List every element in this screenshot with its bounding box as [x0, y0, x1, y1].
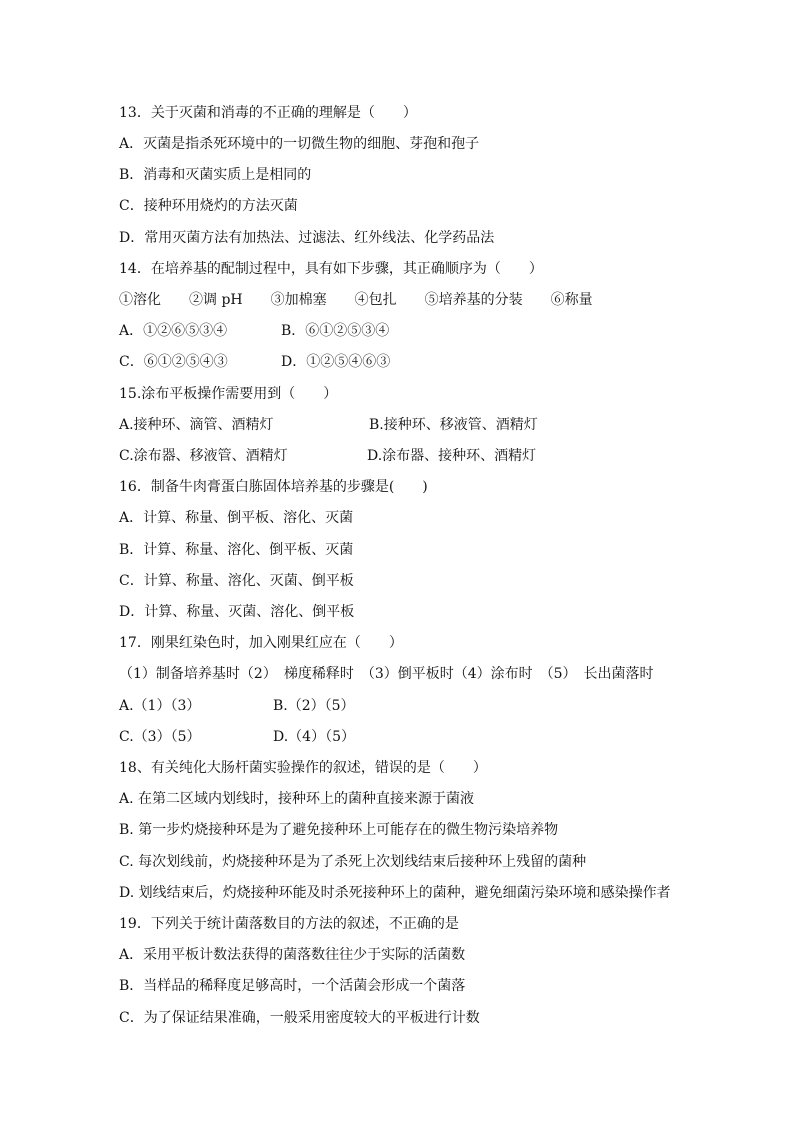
question-17-option-d: D.（4）（5） [273, 729, 355, 745]
question-17-option-b: B.（2）（5） [273, 698, 355, 714]
question-19-stem: 19．下列关于统计菌落数目的方法的叙述，不正确的是 [119, 916, 459, 932]
question-15-option-c: C.涂布器、移液管、酒精灯 [119, 448, 288, 464]
question-16-stem: 16．制备牛肉膏蛋白胨固体培养基的步骤是( ) [119, 479, 428, 495]
question-13-stem: 13．关于灭菌和消毒的不正确的理解是（ ） [119, 105, 417, 121]
question-17-option-c: C.（3）（5） [119, 729, 201, 745]
question-16-option-d: D．计算、称量、灭菌、溶化、倒平板 [119, 604, 355, 620]
question-15-option-b: B.接种环、移液管、酒精灯 [369, 417, 538, 433]
question-18-option-a: A. 在第二区域内划线时，接种环上的菌种直接来源于菌液 [119, 791, 475, 807]
question-14-option-d: D．①②⑤④⑥③ [281, 354, 391, 370]
question-18-option-c: C. 每次划线前，灼烧接种环是为了杀死上次划线结束后接种环上残留的菌种 [119, 854, 587, 870]
question-17-option-a: A.（1）（3） [119, 698, 201, 714]
question-19-option-b: B．当样品的稀释度足够高时，一个活菌会形成一个菌落 [119, 978, 466, 994]
question-13-option-d: D．常用灭菌方法有加热法、过滤法、红外线法、化学药品法 [119, 230, 495, 246]
question-18-stem: 18、有关纯化大肠杆菌实验操作的叙述，错误的是（ ） [119, 760, 487, 776]
question-14-option-a: A．①②⑥⑤③④ [119, 323, 228, 339]
question-16-option-c: C．计算、称量、溶化、灭菌、倒平板 [119, 573, 354, 589]
question-13-option-c: C．接种环用烧灼的方法灭菌 [119, 198, 298, 214]
question-15-option-a: A.接种环、滴管、酒精灯 [119, 417, 274, 433]
question-15-option-d: D.涂布器、接种环、酒精灯 [367, 448, 537, 464]
question-17-steps: （1）制备培养基时（2） 梯度稀释时 （3）倒平板时（4）涂布时 （5） 长出菌落时 [119, 666, 654, 682]
question-16-option-b: B．计算、称量、溶化、倒平板、灭菌 [119, 542, 354, 558]
question-15-stem: 15.涂布平板操作需要用到（ ） [119, 386, 338, 402]
question-13-option-b: B．消毒和灭菌实质上是相同的 [119, 167, 312, 183]
question-18-option-d: D. 划线结束后，灼烧接种环能及时杀死接种环上的菌种，避免细菌污染环境和感染操作者 [119, 885, 671, 901]
question-19-option-a: A．采用平板计数法获得的菌落数往往少于实际的活菌数 [119, 947, 466, 963]
question-14-steps: ①溶化 ②调 pH ③加棉塞 ④包扎 ⑤培养基的分装 ⑥称量 [119, 292, 593, 308]
question-14-option-b: B．⑥①②⑤③④ [281, 323, 390, 339]
question-16-option-a: A．计算、称量、倒平板、溶化、灭菌 [119, 510, 354, 526]
question-19-option-c: C．为了保证结果准确，一般采用密度较大的平板进行计数 [119, 1010, 480, 1026]
question-13-option-a: A．灭菌是指杀死环境中的一切微生物的细胞、芽孢和孢子 [119, 136, 480, 152]
question-18-option-b: B. 第一步灼烧接种环是为了避免接种环上可能存在的微生物污染培养物 [119, 822, 559, 838]
question-14-stem: 14．在培养基的配制过程中，具有如下步骤，其正确顺序为（ ） [119, 261, 543, 277]
question-14-option-c: C．⑥①②⑤④③ [119, 354, 228, 370]
question-17-stem: 17．刚果红染色时，加入刚果红应在（ ） [119, 635, 403, 651]
